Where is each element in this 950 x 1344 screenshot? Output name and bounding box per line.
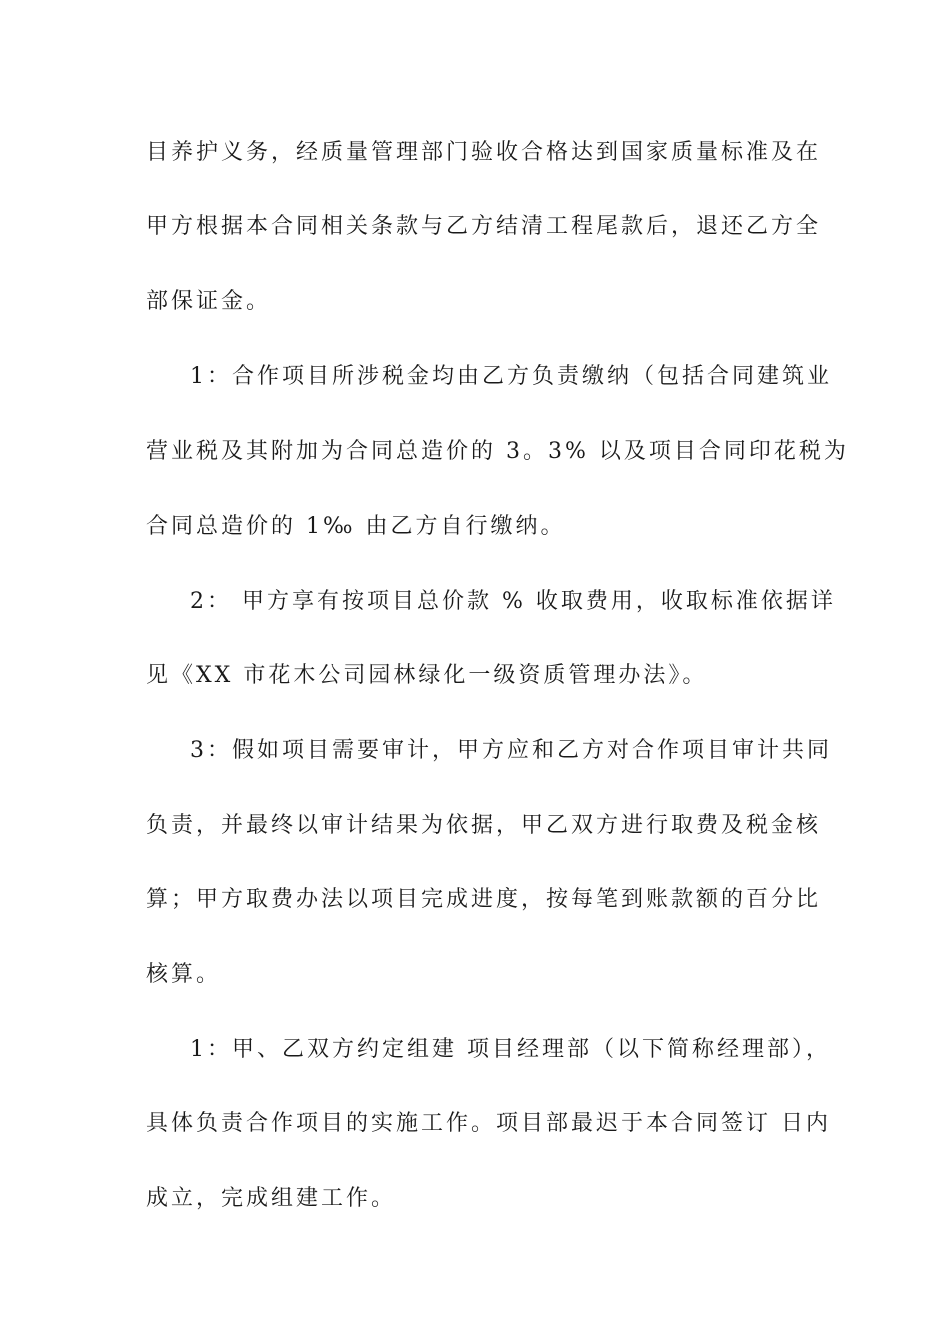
- text-line: 1：甲、乙双方约定组建 项目经理部（以下简称经理部），: [190, 1037, 831, 1062]
- text-line: 2： 甲方享有按项目总价款 % 收取费用，收取标准依据详: [190, 589, 836, 614]
- text-line: 甲方根据本合同相关条款与乙方结清工程尾款后，退还乙方全: [146, 214, 822, 239]
- text-line: 成立，完成组建工作。: [146, 1186, 397, 1211]
- text-line: 算；甲方取费办法以项目完成进度，按每笔到账款额的百分比: [146, 887, 822, 912]
- text-line: 目养护义务，经质量管理部门验收合格达到国家质量标准及在: [146, 140, 822, 165]
- text-line: 核算。: [146, 962, 222, 987]
- text-line: 负责，并最终以审计结果为依据，甲乙双方进行取费及税金核: [146, 813, 822, 838]
- text-line: 1：合作项目所涉税金均由乙方负责缴纳（包括合同建筑业: [190, 364, 832, 389]
- text-line: 具体负责合作项目的实施工作。项目部最迟于本合同签订 日内: [146, 1111, 831, 1136]
- text-line: 3：假如项目需要审计，甲方应和乙方对合作项目审计共同: [190, 738, 832, 763]
- text-line: 部保证金。: [146, 289, 272, 314]
- text-line: 见《XX 市花木公司园林绿化一级资质管理办法》。: [146, 663, 708, 688]
- text-line: 营业税及其附加为合同总造价的 3。3% 以及项目合同印花税为: [146, 439, 849, 464]
- text-line: 合同总造价的 1‰ 由乙方自行缴纳。: [146, 514, 566, 539]
